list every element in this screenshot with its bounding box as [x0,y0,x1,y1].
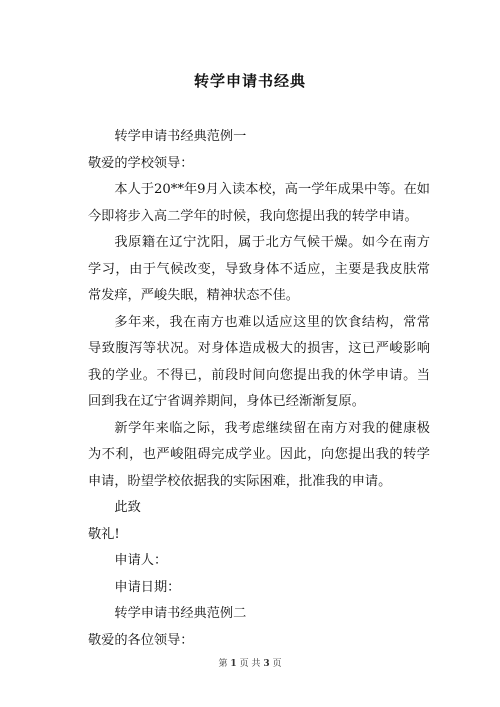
document-body [88,124,430,654]
section-heading-example-one: 转学申请书经典范例一 [114,129,247,144]
footer-prefix: 第 [218,659,228,669]
footer-suffix: 页 [272,659,282,669]
salutation-leaders: 敬爱的各位领导： [88,632,194,648]
paragraph-enrollment: 本人于20**年9月入读本校，高一学年成果中等。在如今即将步入高二学年的时候，我向您提出我的转学申请。 [88,182,430,224]
footer-current-page: 1 [230,659,237,669]
application-date-label: 申请日期： [114,579,181,595]
section-heading-example-two: 转学申请书经典范例二 [114,606,247,621]
paragraph-climate: 我原籍在辽宁沈阳，属于北方气候干燥。如今在南方学习，由于气候改变，导致身体不适应，主要是我皮肤常常发痒，严峻失眠，精神状态不佳。 [88,235,430,303]
applicant-label: 申请人： [114,553,168,568]
closing-cizhi: 此致 [114,500,141,515]
closing-jingli: 敬礼! [88,526,120,542]
page-footer [0,656,500,669]
document-title: 转学申请书经典 [193,72,306,90]
paragraph-request: 新学年来临之际，我考虑继续留在南方对我的健康极为不利，也严峻阻碍完成学业。因此，向您提出我的转学申请，盼望学校依据我的实际困难，批准我的申请。 [88,420,430,489]
salutation-school-leaders: 敬爱的学校领导： [88,155,194,171]
footer-total-pages: 3 [263,659,270,669]
paragraph-health: 多年来，我在南方也难以适应这里的饮食结构，常常导致腹泻等状况。对身体造成极大的损害，这已严峻影响我的学业。不得已，前段时间向您提出我的休学申请。当回到我在辽宁省调养期间，身体已经渐渐复原。 [88,314,430,409]
footer-middle: 页 共 [239,659,261,669]
